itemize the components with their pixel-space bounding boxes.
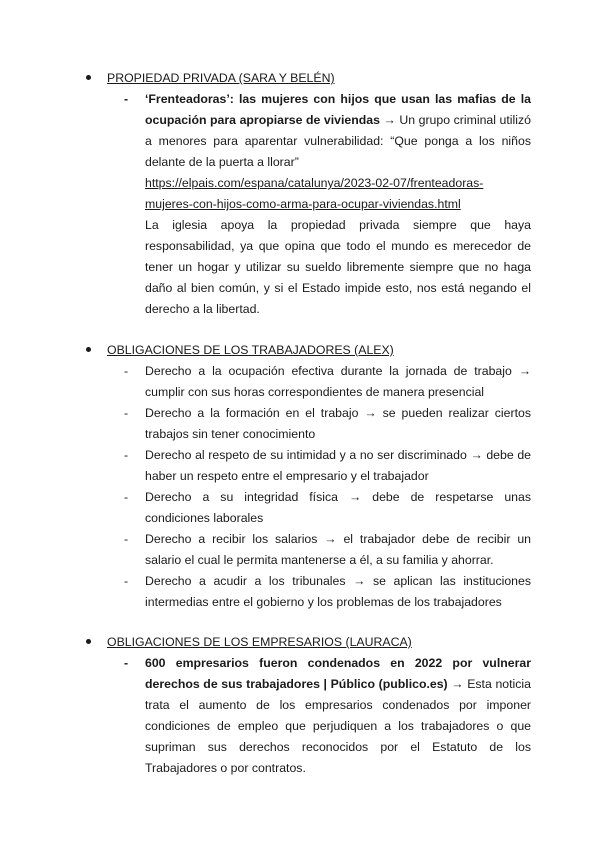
dash-marker: - bbox=[124, 448, 129, 462]
item-list bbox=[86, 89, 531, 320]
item-text: Derecho a la formación en el trabajo → se pueden realizar ciertos trabajos sin tener conocimiento bbox=[145, 406, 531, 441]
section-obligaciones-empresarios bbox=[86, 632, 531, 779]
item-text: Derecho al respeto de su intimidad y a no ser discriminado → debe de haber un respeto entre el empresario y el trabajador bbox=[145, 448, 531, 483]
list-item bbox=[124, 361, 531, 403]
dash-marker: - bbox=[124, 92, 129, 106]
news-summary: → Un grupo criminal utilizó a menores para aparentar vulnerabilidad: “Que ponga a los niños delante de la puerta a llorar” bbox=[145, 113, 531, 169]
list-item bbox=[124, 89, 531, 320]
dash-marker: - bbox=[124, 656, 129, 670]
dash-marker: - bbox=[124, 574, 129, 588]
dash-marker: - bbox=[124, 364, 129, 378]
news-headline: 600 empresarios fueron condenados en 2022 por vulnerar derechos de sus trabajadores | Público (publico.es) bbox=[145, 656, 531, 691]
item-text: Derecho a la ocupación efectiva durante la jornada de trabajo → cumplir con sus horas correspondientes de manera presencial bbox=[145, 364, 531, 399]
news-link[interactable]: https://elpais.com/espana/catalunya/2023-02-07/frenteadoras-mujeres-con-hijos-como-arma-para-ocupar-viviendas.html bbox=[145, 176, 484, 211]
dash-marker: - bbox=[124, 406, 129, 420]
dash-marker: - bbox=[124, 532, 129, 546]
section-propiedad-privada bbox=[86, 68, 531, 320]
item-list bbox=[86, 653, 531, 779]
dash-marker: - bbox=[124, 490, 129, 504]
list-item bbox=[124, 403, 531, 445]
heading-text: PROPIEDAD PRIVADA (SARA Y BELÉN) bbox=[107, 71, 335, 85]
heading-text: OBLIGACIONES DE LOS EMPRESARIOS (LAURACA) bbox=[107, 635, 412, 649]
list-item bbox=[124, 529, 531, 571]
bullet-icon bbox=[86, 347, 91, 352]
section-obligaciones-trabajadores bbox=[86, 340, 531, 613]
list-item bbox=[124, 653, 531, 779]
item-text: Derecho a recibir los salarios → el trabajador debe de recibir un salario el cual le permita mantenerse a él, a su familia y ahorrar. bbox=[145, 532, 531, 567]
list-item bbox=[124, 487, 531, 529]
section-heading bbox=[86, 632, 531, 653]
section-heading bbox=[86, 340, 531, 361]
bullet-icon bbox=[86, 639, 91, 644]
news-headline: ‘Frenteadoras’: las mujeres con hijos que usan las mafias de la ocupación para apropiarse de viviendas bbox=[145, 92, 531, 127]
news-summary: → Esta noticia trata el aumento de los empresarios condenados por imponer condiciones de empleo que perjudiquen a los trabajadores o que supriman sus derechos reconocidos por el Estatuto de los Trabajadores o por contratos. bbox=[145, 677, 531, 775]
commentary-paragraph: La iglesia apoya la propiedad privada siempre que haya responsabilidad, ya que opina que todo el mundo es merecedor de tener un hogar y utilizar su sueldo libremente siempre que no haga daño al bien común, y si el Estado impide esto, nos está negando el derecho a la libertad. bbox=[145, 218, 531, 316]
heading-text: OBLIGACIONES DE LOS TRABAJADORES (ALEX) bbox=[107, 343, 394, 357]
item-text: Derecho a su integridad física → debe de respetarse unas condiciones laborales bbox=[145, 490, 531, 525]
list-item bbox=[124, 571, 531, 613]
section-heading bbox=[86, 68, 531, 89]
bullet-icon bbox=[86, 75, 91, 80]
item-list bbox=[86, 361, 531, 613]
item-text: Derecho a acudir a los tribunales → se aplican las instituciones intermedias entre el gobierno y los problemas de los trabajadores bbox=[145, 574, 531, 609]
list-item bbox=[124, 445, 531, 487]
